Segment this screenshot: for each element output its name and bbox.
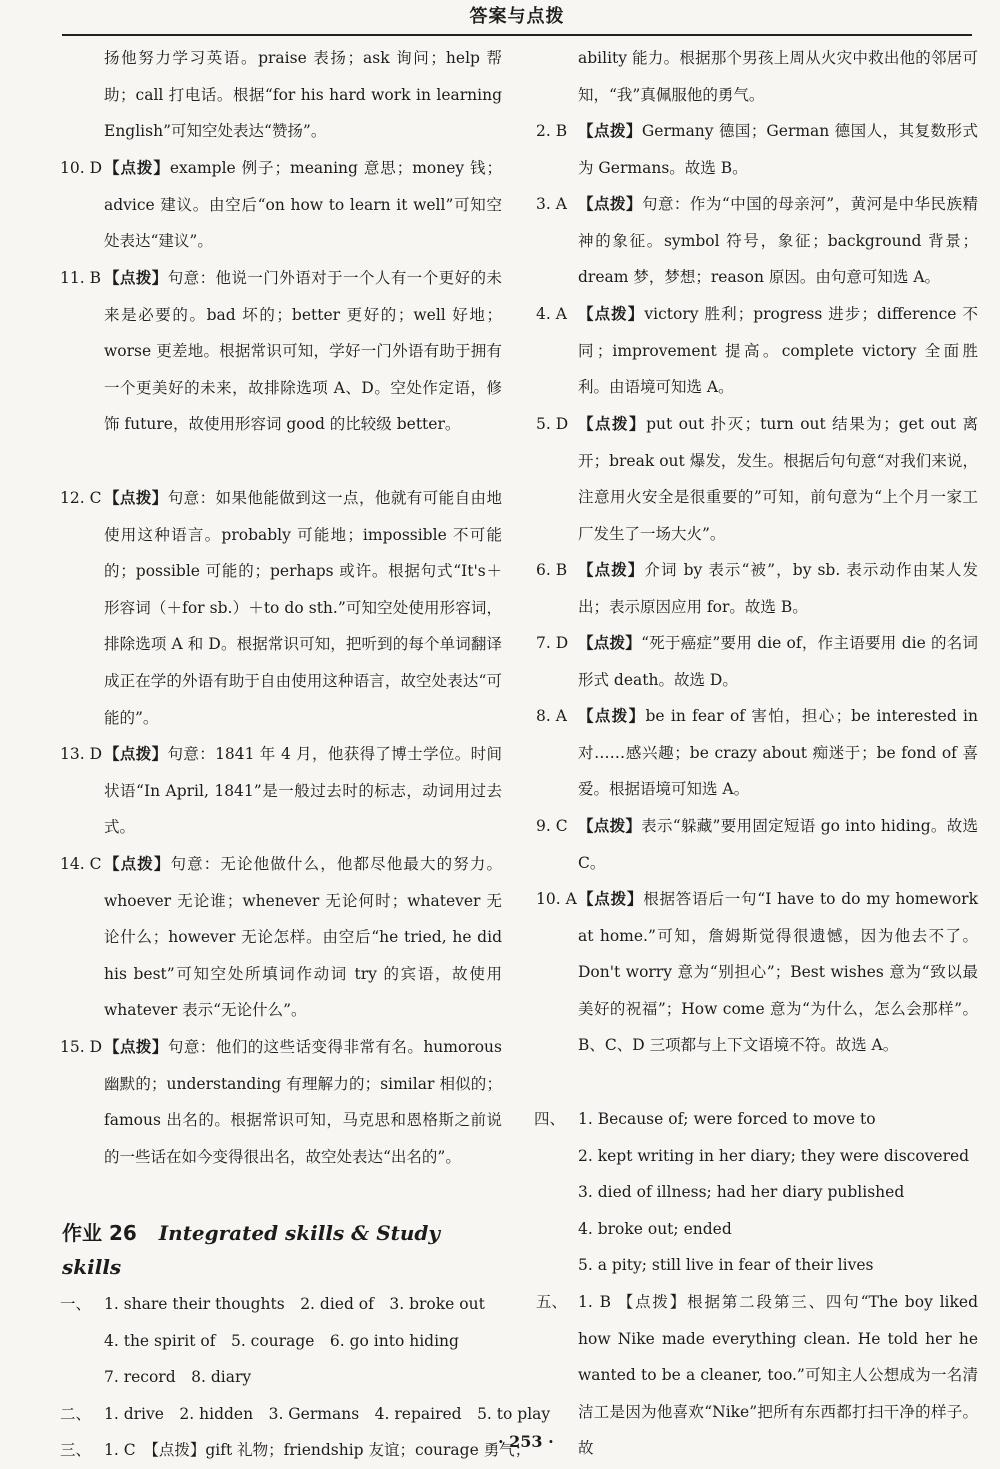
- answer-item: [536, 113, 978, 186]
- answer-item: [536, 881, 978, 1101]
- answer-number: 10. D: [60, 159, 103, 177]
- hint-tag: 【点拨】: [104, 158, 170, 177]
- answer-number: 3. A: [536, 195, 567, 213]
- line-text: 1. Because of; were forced to move to: [578, 1110, 876, 1128]
- answer-text: put out 扑灭；turn out 结果为；get out 离开；break out 爆发，发生。根据后句句意“对我们来说，注意用火安全是很重要的”可知，前句意为“上个月一家工厂发生了一场大火”。: [578, 415, 978, 543]
- line-text: 5. a pity; still live in fear of their lives: [578, 1256, 874, 1275]
- answer-item: [60, 846, 502, 1029]
- answer-text: 句意：他说一门外语对于一个人有一个更好的未来是必要的。bad 坏的；better 更好的；well 好地；worse 更差地。根据常识可知，学好一门外语有助于拥有一个更美好的未来，故排除选项 A、D。空处作定语，修饰 future，故使用形容词 good 的比较级 better。: [104, 269, 502, 434]
- answer-number: 2. B: [536, 122, 568, 140]
- part-number: 三、: [60, 1441, 92, 1460]
- answer-item: [60, 260, 502, 480]
- answer-line: [578, 1138, 978, 1175]
- hint-tag: 【点拨】: [104, 854, 171, 873]
- answer-text: 句意：作为“中国的母亲河”，黄河是中华民族精神的象征。symbol 符号，象征；background 背景；dream 梦，梦想；reason 原因。由句意可知选 A。: [578, 195, 978, 287]
- line-text: 7. record 8. diary: [104, 1368, 252, 1387]
- answer-item: [60, 1029, 502, 1212]
- answer-number: 13. D: [60, 745, 103, 763]
- hint-tag: 【点拨】: [578, 414, 647, 433]
- answer-number: 9. C: [536, 817, 568, 835]
- answer-line: [104, 1323, 502, 1360]
- hint-tag: 【点拨】: [578, 889, 644, 908]
- answer-text: Germany 德国；German 德国人，其复数形式为 Germans。故选 B。: [578, 122, 978, 177]
- hint-tag: 【点拨】: [104, 488, 168, 507]
- answer-text: victory 胜利；progress 进步；difference 不同；improvement 提高。complete victory 全面胜利。由语境可知选 A。: [578, 305, 978, 397]
- answer-number: 6. B: [536, 561, 568, 579]
- answer-line: [104, 1359, 502, 1396]
- answer-number: 12. C: [60, 489, 102, 507]
- answer-text: “死于癌症”要用 die of，作主语要用 die 的名词形式 death。故选 D。: [578, 634, 978, 689]
- answer-number: 4. A: [536, 305, 567, 323]
- answer-item: [536, 1284, 978, 1467]
- answer-text: example 例子；meaning 意思；money 钱；advice 建议。由空后“on how to learn it well”可知空处表达“建议”。: [104, 159, 502, 251]
- line-text: 1. drive 2. hidden 3. Germans 4. repaired 5. to play: [104, 1404, 551, 1423]
- hint-tag: 【点拨】: [578, 706, 646, 725]
- page-number: · 253 ·: [498, 1432, 554, 1451]
- answer-item: [104, 40, 502, 150]
- part-number: 四、: [534, 1110, 566, 1128]
- answer-line: [578, 1247, 978, 1284]
- answer-text: 介词 by 表示“被”，by sb. 表示动作由某人发出；表示原因应用 for。故选 B。: [578, 561, 978, 616]
- answer-item: [536, 698, 978, 808]
- part-number: 一、: [60, 1295, 92, 1313]
- answer-item: [578, 40, 978, 113]
- answer-item: [60, 736, 502, 846]
- part-number: 五、: [536, 1292, 568, 1311]
- answer-item: [536, 406, 978, 552]
- answer-line: [534, 1101, 978, 1138]
- section-label: 作业 26: [62, 1221, 137, 1245]
- hint-tag: 【点拨】: [578, 304, 645, 323]
- line-text: 1. C 【点拨】gift 礼物；friendship 友谊；courage 勇气；: [104, 1441, 531, 1460]
- hint-tag: 【点拨】: [578, 560, 645, 579]
- answer-line: [578, 1211, 978, 1248]
- answer-text: 根据答语后一句“I have to do my homework at home.”可知，詹姆斯觉得很遗憾，因为他去不了。Don't worry 意为“别担心”；Best wishes 意为“致以最美好的祝福”；How come 意为“为什么，怎么会那样”。B、C、D 三项都与上下文语境不符。故选 A。: [578, 890, 978, 1055]
- hint-tag: 【点拨】: [104, 268, 168, 287]
- answer-item: [536, 186, 978, 296]
- answer-number: 10. A: [536, 890, 577, 908]
- answer-text: ability 能力。根据那个男孩上周从火灾中救出他的邻居可知，“我”真佩服他的勇气。: [578, 49, 978, 104]
- hint-tag: 【点拨】: [578, 121, 642, 140]
- right-column: [534, 40, 978, 1467]
- answer-text: 表示“躲藏”要用固定短语 go into hiding。故选 C。: [578, 817, 978, 872]
- answer-item: [60, 150, 502, 260]
- answer-text: 1. B 【点拨】根据第二段第三、四句“The boy liked how Nike made everything clean. He told her he wanted to be a cleaner, too.”可知主人公想成为一名清洁工是因为他喜欢“Nike”把所有东西都打扫干净的样子。故: [578, 1292, 978, 1458]
- answer-item: [536, 552, 978, 625]
- line-text: 4. broke out; ended: [578, 1219, 732, 1238]
- answer-number: 8. A: [536, 707, 567, 725]
- answer-item: [60, 480, 502, 736]
- part-number: 二、: [60, 1404, 92, 1423]
- answer-number: 15. D: [60, 1038, 103, 1056]
- line-text: 4. the spirit of 5. courage 6. go into hiding: [104, 1331, 459, 1350]
- header-title: 答案与点拨: [469, 6, 565, 27]
- answer-number: 7. D: [536, 634, 569, 652]
- answer-item: [536, 296, 978, 406]
- hint-tag: 【点拨】: [578, 194, 642, 213]
- hint-tag: 【点拨】: [104, 1037, 168, 1056]
- line-text: 2. kept writing in her diary; they were discovered: [578, 1146, 970, 1165]
- line-text: 3. died of illness; had her diary published: [578, 1183, 905, 1202]
- hint-tag: 【点拨】: [104, 744, 168, 763]
- answer-item: [536, 625, 978, 698]
- hint-tag: 【点拨】: [578, 816, 642, 835]
- answer-line: [60, 1286, 502, 1323]
- answer-line: [578, 1174, 978, 1211]
- answer-number: 14. C: [60, 855, 102, 873]
- section-title: Integrated skills & Study skills: [62, 1221, 441, 1279]
- answer-text: 句意：1841 年 4 月，他获得了博士学位。时间状语“In April, 1841”是一般过去时的标志，动词用过去式。: [104, 745, 502, 837]
- line-text: 1. share their thoughts 2. died of 3. broke out: [104, 1295, 485, 1313]
- answer-line: [60, 1396, 551, 1433]
- answer-text: 扬他努力学习英语。praise 表扬；ask 询问；help 帮助；call 打电话。根据“for his hard work in learning English”可知空处表达“赞扬”。: [104, 49, 502, 141]
- hint-tag: 【点拨】: [578, 633, 642, 652]
- answer-item: [536, 808, 978, 881]
- answer-text: 句意：无论他做什么，他都尽他最大的努力。whoever 无论谁；whenever 无论何时；whatever 无论什么；however 无论怎样。由空后“he tried, he did his best”可知空处所填词作动词 try 的宾语，故使用 whatever 表示“无论什么”。: [104, 855, 502, 1020]
- answer-number: 11. B: [60, 269, 101, 287]
- section-heading: [62, 1216, 502, 1284]
- page-header: [62, 0, 972, 36]
- answer-text: 句意：如果他能做到这一点，他就有可能自由地使用这种语言。probably 可能地；impossible 不可能的；possible 可能的；perhaps 或许。根据句式“It's＋形容词（＋for sb.）＋to do sth.”可知空处使用形容词，排除选项 A 和 D。根据常识可知，把听到的每个单词翻译成正在学的外语有助于自由使用这种语言，故空处表达“可能的”。: [104, 489, 502, 727]
- answer-text: 句意：他们的这些话变得非常有名。humorous 幽默的；understanding 有理解力的；similar 相似的；famous 出名的。根据常识可知，马克思和恩格斯之前说的一些话在如今变得很出名，故空处表达“出名的”。: [104, 1038, 502, 1166]
- answer-text: be in fear of 害怕，担心；be interested in 对……感兴趣；be crazy about 痴迷于；be fond of 喜爱。根据语境可知选 A。: [578, 707, 978, 799]
- answer-number: 5. D: [536, 415, 569, 433]
